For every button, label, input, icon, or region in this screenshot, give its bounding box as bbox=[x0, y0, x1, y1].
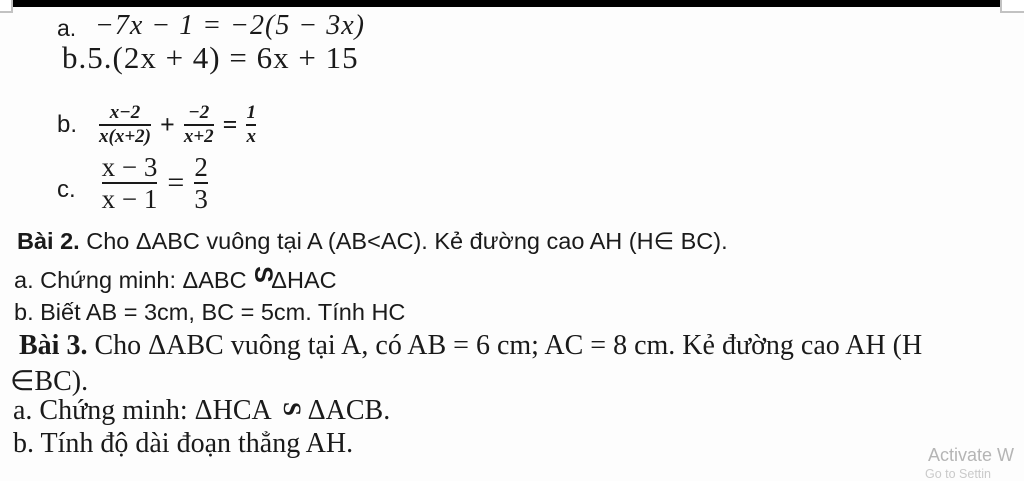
fraction-1-numerator: x−2 bbox=[109, 102, 141, 123]
problem2-part-a-prefix: a. Chứng minh: ΔABC bbox=[14, 267, 247, 293]
equation-c-label: c. bbox=[57, 176, 76, 204]
activate-windows-watermark-line1: Activate W bbox=[928, 445, 1015, 465]
problem2-part-a-suffix: ΔHAC bbox=[271, 267, 337, 293]
equals-operator: = bbox=[222, 109, 238, 139]
problem3-statement-line1 bbox=[19, 330, 922, 362]
fraction-3 bbox=[246, 103, 256, 147]
problem3-intro-text: Cho ΔABC vuông tại A, có AB = 6 cm; AC = 8 cm. Kẻ đường cao AH (H bbox=[87, 330, 923, 361]
equation-a-expression: −7x − 1 = −2(5 − 3x) bbox=[95, 10, 365, 41]
top-left-corner-box bbox=[0, 0, 13, 13]
similarity-icon: S bbox=[277, 402, 305, 416]
equation-a-label: a. bbox=[57, 15, 77, 41]
problem3-title: Bài 3. bbox=[19, 330, 88, 361]
fraction-2-numerator: −2 bbox=[188, 102, 210, 123]
fraction-3-numerator: 1 bbox=[246, 102, 256, 123]
problem2-intro-text: Cho ΔABC vuông tại A (AB<AC). Kẻ đường cao AH (H∈ BC). bbox=[79, 228, 728, 254]
similarity-icon: S bbox=[248, 266, 277, 283]
fraction-1 bbox=[99, 103, 151, 147]
problem3-part-a-suffix: ΔACB. bbox=[307, 395, 391, 426]
equation-b-fraction-row bbox=[57, 103, 256, 147]
problem2-part-a bbox=[14, 266, 337, 295]
fraction-4-denominator: x − 1 bbox=[101, 184, 158, 215]
activate-windows-watermark-line2: Go to Settin bbox=[925, 467, 992, 481]
fraction-5-denominator: 3 bbox=[194, 184, 208, 215]
equation-b-label: b. bbox=[57, 110, 78, 138]
fraction-5-numerator: 2 bbox=[194, 152, 208, 182]
plus-operator: + bbox=[160, 109, 175, 139]
top-black-bar bbox=[12, 0, 1001, 7]
equals-operator-c: = bbox=[167, 166, 185, 200]
problem3-part-a-prefix: a. Chứng minh: ΔHCA bbox=[13, 395, 272, 426]
problem2-part-b: b. Biết AB = 3cm, BC = 5cm. Tính HC bbox=[14, 299, 406, 325]
equation-b-line: b.5.(2x + 4) = 6x + 15 bbox=[62, 40, 359, 75]
fraction-4 bbox=[102, 153, 158, 214]
fraction-2 bbox=[184, 103, 214, 147]
fraction-4-numerator: x − 3 bbox=[101, 152, 158, 182]
problem2-title: Bài 2. bbox=[17, 228, 80, 254]
problem3-part-a bbox=[13, 395, 390, 427]
problem3-part-b: b. Tính độ dài đoạn thẳng AH. bbox=[13, 428, 354, 459]
problem2-statement bbox=[17, 227, 728, 255]
fraction-3-denominator: x bbox=[246, 125, 256, 147]
top-right-corner-box bbox=[1000, 0, 1024, 13]
fraction-2-denominator: x+2 bbox=[183, 125, 214, 147]
fraction-5 bbox=[194, 153, 208, 214]
fraction-1-denominator: x(x+2) bbox=[99, 125, 151, 147]
equation-c-fraction-row bbox=[57, 153, 208, 214]
problem3-statement-line2: ∈BC). bbox=[10, 366, 89, 397]
